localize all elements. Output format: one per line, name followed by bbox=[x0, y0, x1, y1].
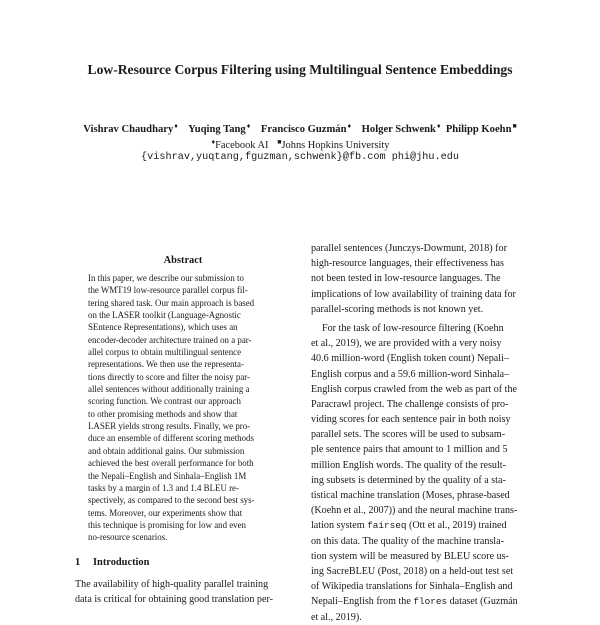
paper-title: Low-Resource Corpus Filtering using Multilingual Sentence Embeddings bbox=[87, 62, 513, 77]
body-line: million English words. The quality of the result- bbox=[311, 459, 506, 471]
text-run: lation system bbox=[311, 520, 368, 532]
body-line: of Wikipedia translations for Sinhala–English and bbox=[311, 581, 513, 593]
abstract-line: no-resource scenarios. bbox=[88, 532, 168, 543]
abstract-line: tions directly to score and filter the noisy par- bbox=[88, 371, 250, 382]
affiliation-facebook: Facebook AI bbox=[215, 140, 269, 151]
abstract-line: encoder-decoder architecture trained on a par- bbox=[88, 334, 252, 345]
body-line: not been tested in low-resource languages. The bbox=[311, 273, 501, 285]
affiliations bbox=[0, 138, 600, 151]
abstract-body bbox=[88, 272, 278, 544]
body-line: tion system will be measured by BLEU score us- bbox=[311, 550, 509, 562]
author-name: Philipp Koehn bbox=[445, 124, 512, 135]
author-name: Yuqing Tang bbox=[188, 124, 246, 135]
email-jhu: phi@jhu.edu bbox=[391, 152, 459, 163]
abstract-line: duce an ensemble of different scoring methods bbox=[88, 433, 254, 444]
email-fb: {vishrav,yuqtang,fguzman,schwenk}@fb.com bbox=[141, 152, 386, 163]
section-title: Introduction bbox=[93, 557, 150, 568]
abstract-line: allel sentences without additionally training a bbox=[88, 384, 250, 395]
abstract-line: tering shared task. Our main approach is based bbox=[88, 297, 255, 308]
right-column-body bbox=[311, 241, 533, 625]
author-list bbox=[0, 122, 600, 135]
affiliation-mark: ■ bbox=[277, 138, 282, 146]
introduction-body bbox=[75, 577, 305, 607]
body-line: ple sentence pairs that amount to 1 million and 5 bbox=[311, 444, 508, 456]
abstract-line: representations. We then use the representa- bbox=[88, 359, 244, 370]
affiliation-mark: ♦ bbox=[211, 138, 216, 146]
text-run: Nepali–English from the bbox=[311, 596, 414, 608]
body-line bbox=[311, 518, 533, 533]
author-name: Francisco Guzmán bbox=[260, 124, 347, 135]
affiliation-mark: ♦ bbox=[436, 122, 441, 130]
abstract-line: the Nepali–English and Sinhala–English 1M bbox=[88, 470, 247, 481]
author-name: Holger Schwenk bbox=[361, 124, 436, 135]
affiliation-jhu: Johns Hopkins University bbox=[281, 140, 390, 151]
abstract-line: spectively, as compared to the second best sys- bbox=[88, 495, 255, 506]
abstract-line: In this paper, we describe our submission to bbox=[88, 273, 244, 283]
abstract-line: this technique is promising for low and even bbox=[88, 519, 246, 530]
abstract-line: achieved the best overall performance for both bbox=[88, 458, 254, 469]
body-line: (Koehn et al., 2007)) and the neural machine trans- bbox=[311, 505, 518, 517]
abstract-line: tems. Moreover, our experiments show that bbox=[88, 507, 243, 518]
affiliation-mark: ■ bbox=[512, 122, 517, 130]
body-line: parallel sentences (Junczys-Dowmunt, 2018) for bbox=[311, 243, 507, 254]
affiliation-mark: ♦ bbox=[347, 122, 352, 130]
body-line: Paracrawl project. The challenge consists of pro- bbox=[311, 398, 509, 410]
body-line: et al., 2019), we are provided with a very noisy bbox=[311, 338, 502, 350]
body-line: parallel-scoring methods is not known yet. bbox=[311, 303, 484, 315]
code-fairseq: fairseq bbox=[367, 520, 407, 532]
text-run: dataset (Guzmán bbox=[447, 596, 518, 608]
text-run: (Ott et al., 2019) trained bbox=[406, 520, 507, 532]
body-line: English corpus crawled from the web as part of the bbox=[311, 383, 518, 395]
code-flores: flores bbox=[413, 596, 448, 608]
body-line: et al., 2019). bbox=[311, 611, 362, 623]
affiliation-mark: ♦ bbox=[246, 122, 251, 130]
author-emails bbox=[0, 152, 600, 163]
abstract-line: scoring function. We contrast our approach bbox=[88, 396, 241, 407]
abstract-line: the WMT19 low-resource parallel corpus fil- bbox=[88, 285, 248, 296]
body-line: viding scores for each sentence pair in both noisy bbox=[311, 414, 511, 426]
body-line: For the task of low-resource filtering (Koehn bbox=[322, 322, 504, 334]
abstract-line: to other promising methods and show that bbox=[88, 408, 238, 419]
abstract-line: allel corpus to obtain multilingual sentence bbox=[88, 347, 242, 358]
body-line: 40.6 million-word (English token count) Nepali– bbox=[311, 353, 509, 365]
abstract-line: SEntence Representations), which uses an bbox=[88, 322, 238, 333]
abstract-line: on the LASER toolkit (Language-Agnostic bbox=[88, 310, 241, 321]
abstract-line: LASER yields strong results. Finally, we pro- bbox=[88, 421, 251, 432]
section-heading-introduction bbox=[75, 557, 149, 568]
abstract-line: tasks by a margin of 1.3 and 1.4 BLEU re- bbox=[88, 482, 239, 493]
abstract-line: and obtain additional gains. Our submission bbox=[88, 445, 245, 456]
body-line: implications of low availability of training data for bbox=[311, 288, 516, 300]
body-line: parallel sets. The scores will be used to subsam- bbox=[311, 429, 506, 441]
abstract-heading: Abstract bbox=[163, 255, 203, 266]
body-line: tistical machine translation (Moses, phrase-based bbox=[311, 490, 510, 501]
body-line: English corpus and a 59.6 million-word Sinhala– bbox=[311, 368, 510, 380]
body-line: The availability of high-quality parallel training bbox=[75, 579, 269, 590]
body-line bbox=[311, 594, 533, 609]
body-line: ing SacreBLEU (Post, 2018) on a held-out test set bbox=[311, 565, 514, 577]
section-number: 1 bbox=[75, 557, 81, 568]
body-line: ing subsets is determined by the quality of a sta- bbox=[311, 474, 506, 486]
body-line: high-resource languages, their effectiveness has bbox=[311, 258, 504, 270]
affiliation-mark: ♦ bbox=[174, 122, 178, 130]
author-name: Vishrav Chaudhary bbox=[83, 124, 174, 135]
body-line: on this data. The quality of the machine transla- bbox=[311, 535, 504, 547]
body-line: data is critical for obtaining good translation per- bbox=[75, 594, 273, 606]
